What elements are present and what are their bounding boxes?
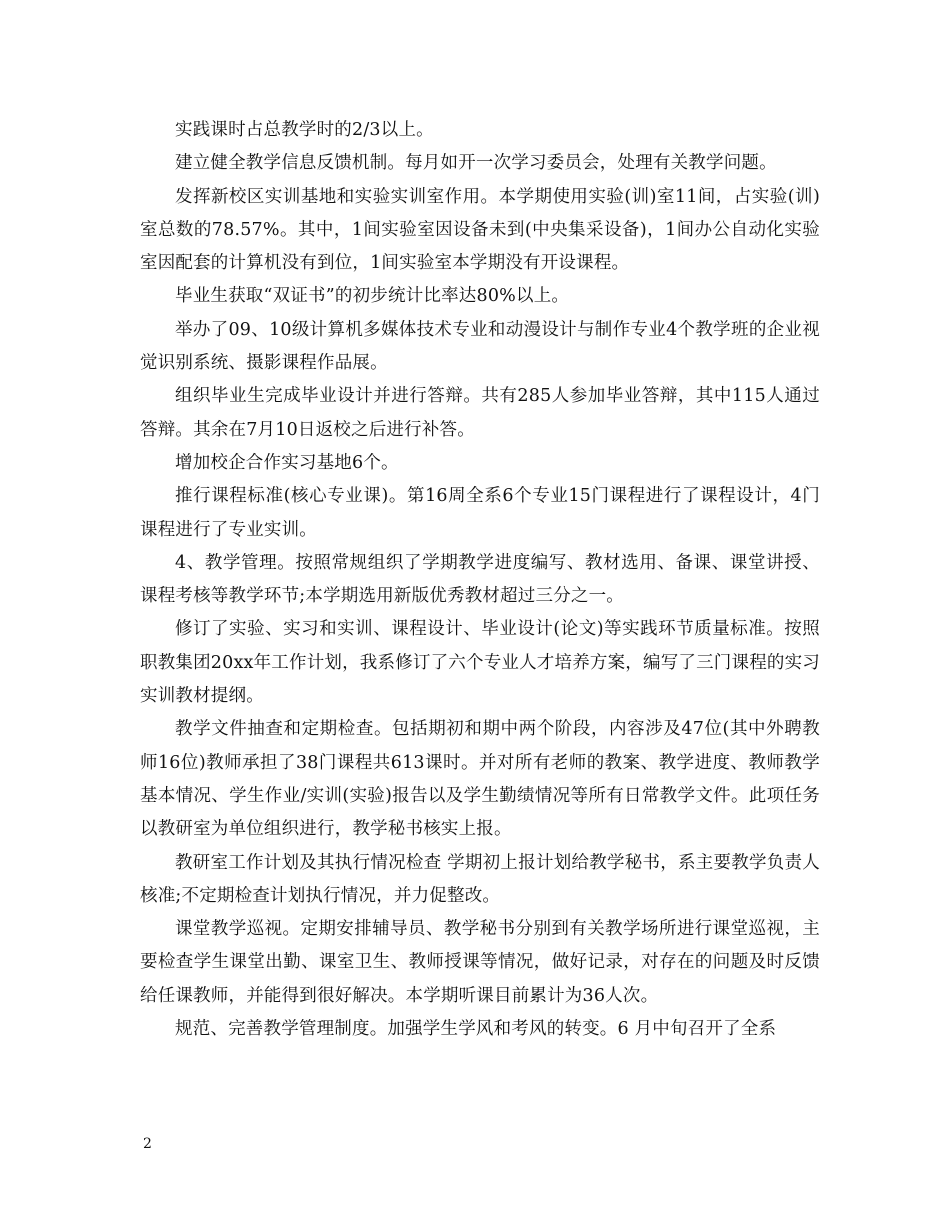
paragraph: 组织毕业生完成毕业设计并进行答辩。共有285人参加毕业答辩，其中115人通过答辩。其余在7月10日返校之后进行补答。	[140, 386, 820, 440]
paragraph: 4、教学管理。按照常规组织了学期教学进度编写、教材选用、备课、课堂讲授、课程考核等教学环节;本学期选用新版优秀教材超过三分之一。	[140, 552, 820, 607]
paragraph: 建立健全教学信息反馈机制。每月如开一次学习委员会，处理有关教学问题。	[175, 153, 777, 174]
paragraph: 推行课程标准(核心专业课)。第16周全系6个专业15门课程进行了课程设计，4门课程进行了专业实训。	[140, 486, 820, 540]
paragraph: 增加校企合作实习基地6个。	[175, 452, 399, 473]
paragraph: 毕业生获取“双证书”的初步统计比率达80%以上。	[175, 286, 570, 307]
paragraph: 规范、完善教学管理制度。加强学生学风和考风的转变。6 月中旬召开了全系	[175, 1019, 777, 1040]
page-number: 2	[143, 1136, 152, 1152]
paragraph: 课堂教学巡视。定期安排辅导员、教学秘书分别到有关教学场所进行课堂巡视，主要检查学生课堂出勤、课室卫生、教师授课等情况，做好记录，对存在的问题及时反馈给任课教师，并能得到很好解决。本学期听课目前累计为36人次。	[140, 919, 820, 1006]
paragraph: 举办了09、10级计算机多媒体技术专业和动漫设计与制作专业4个教学班的企业视觉识别系统、摄影课程作品展。	[140, 319, 820, 374]
paragraph: 修订了实验、实习和实训、课程设计、毕业设计(论文)等实践环节质量标准。按照职教集团20xx年工作计划，我系修订了六个专业人才培养方案，编写了三门课程的实习实训教材提纲。	[140, 619, 821, 707]
paragraph: 发挥新校区实训基地和实验实训室作用。本学期使用实验(训)室11间，占实验(训)室总数的78.57%。其中，1间实验室因设备未到(中央集采设备)，1间办公自动化实验室因配套的计算机没有到位，1间实验室本学期没有开设课程。	[140, 186, 821, 274]
paragraph: 教学文件抽查和定期检查。包括期初和期中两个阶段，内容涉及47位(其中外聘教师16位)教师承担了38门课程共613课时。并对所有老师的教案、教学进度、教师教学基本情况、学生作业/实训(实验)报告以及学生勤绩情况等所有日常教学文件。此项任务以教研室为单位组织进行，教学秘书核实上报。	[140, 719, 820, 840]
paragraph: 实践课时占总教学时的2/3以上。	[175, 120, 434, 140]
paragraph: 教研室工作计划及其执行情况检查 学期初上报计划给教学秘书，系主要教学负责人核准;不定期检查计划执行情况，并力促整改。	[140, 852, 820, 906]
body-text	[140, 114, 820, 1046]
